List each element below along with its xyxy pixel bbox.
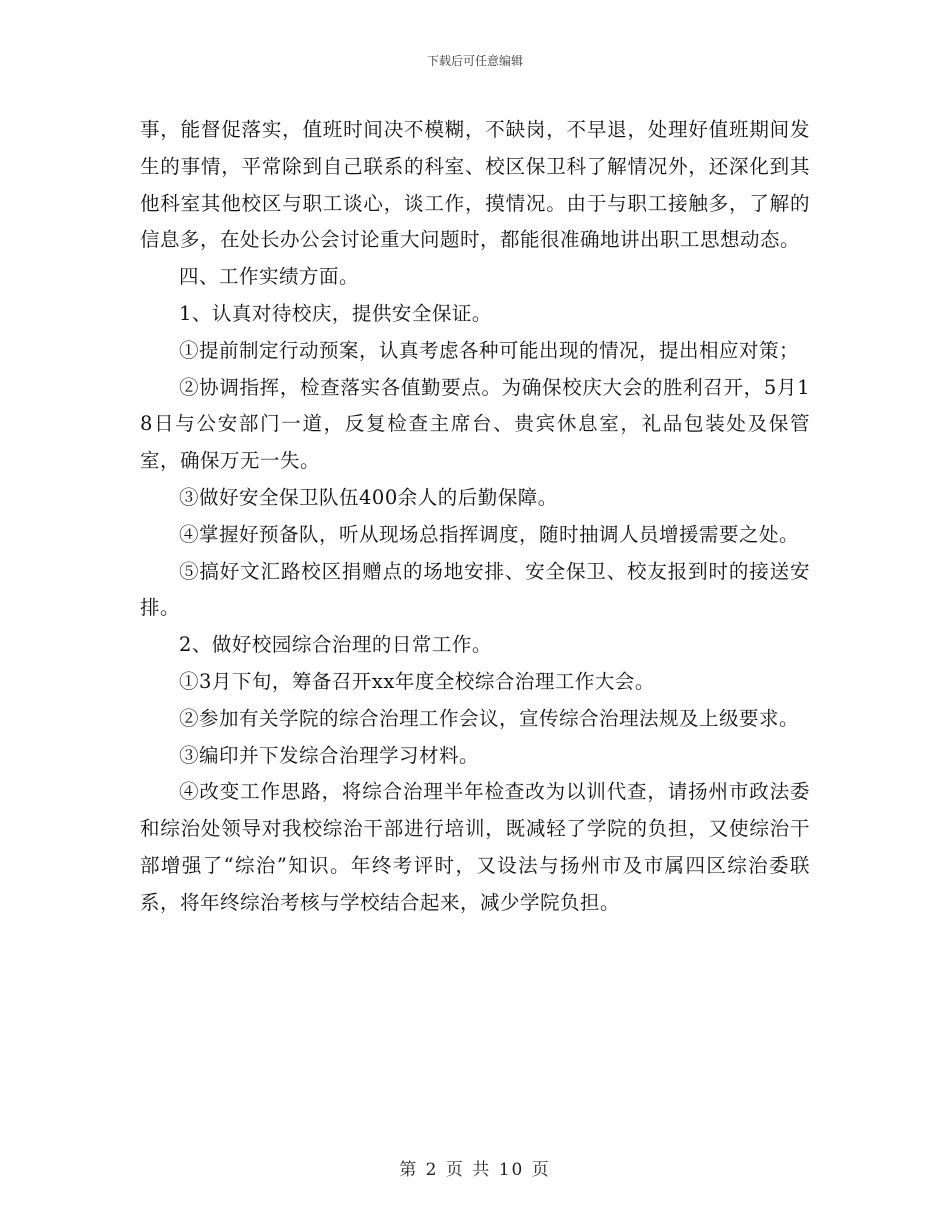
subsection-heading: 1、认真对待校庆，提供安全保证。 — [179, 301, 492, 325]
list-item: ③做好安全保卫队伍400余人的后勤保障。 — [179, 485, 558, 509]
list-item: ④掌握好预备队，听从现场总指挥调度，随时抽调人员增援需要之处。 — [179, 522, 800, 546]
list-item: ①提前制定行动预案，认真考虑各种可能出现的情况，提出相应对策； — [179, 338, 800, 362]
list-item: ②协调指挥，检查落实各值勤要点。为确保校庆大会的胜利召开，5月18日与公安部门一道，反复检查主席台、贵宾休息室，礼品包装处及保管室，确保万无一失。 — [140, 375, 810, 473]
page-number: 第 2 页 共 10 页 — [399, 1160, 551, 1180]
page-header: 下载后可任意编辑 — [426, 54, 523, 68]
section-heading: 四、工作实绩方面。 — [179, 265, 360, 289]
paragraph-continuation: 事，能督促落实，值班时间决不模糊，不缺岗，不早退，处理好值班期间发生的事情，平常除到自己联系的科室、校区保卫科了解情况外，还深化到其他科室其他校区与职工谈心，谈工作，摸情况。由于与职工接触多，了解的信息多，在处长办公会讨论重大问题时，都能很准确地讲出职工思想动态。 — [140, 118, 810, 252]
list-item: ⑤搞好文汇路校区捐赠点的场地安排、安全保卫、校友报到时的接送安排。 — [140, 559, 810, 620]
list-item: ④改变工作思路，将综合治理半年检查改为以训代查，请扬州市政法委和综治处领导对我校综治干部进行培训，既减轻了学院的负担，又使综治干部增强了“综治”知识。年终考评时，又设法与扬州市及市属四区综治委联系，将年终综治考核与学校结合起来，减少学院负担。 — [140, 780, 810, 914]
list-item: ①3月下旬，筹备召开xx年度全校综合治理工作大会。 — [179, 669, 655, 693]
list-item: ②参加有关学院的综合治理工作会议，宣传综合治理法规及上级要求。 — [179, 706, 800, 730]
subsection-heading: 2、做好校园综合治理的日常工作。 — [179, 633, 492, 657]
list-item: ③编印并下发综合治理学习材料。 — [179, 743, 480, 767]
document-body — [140, 112, 810, 922]
